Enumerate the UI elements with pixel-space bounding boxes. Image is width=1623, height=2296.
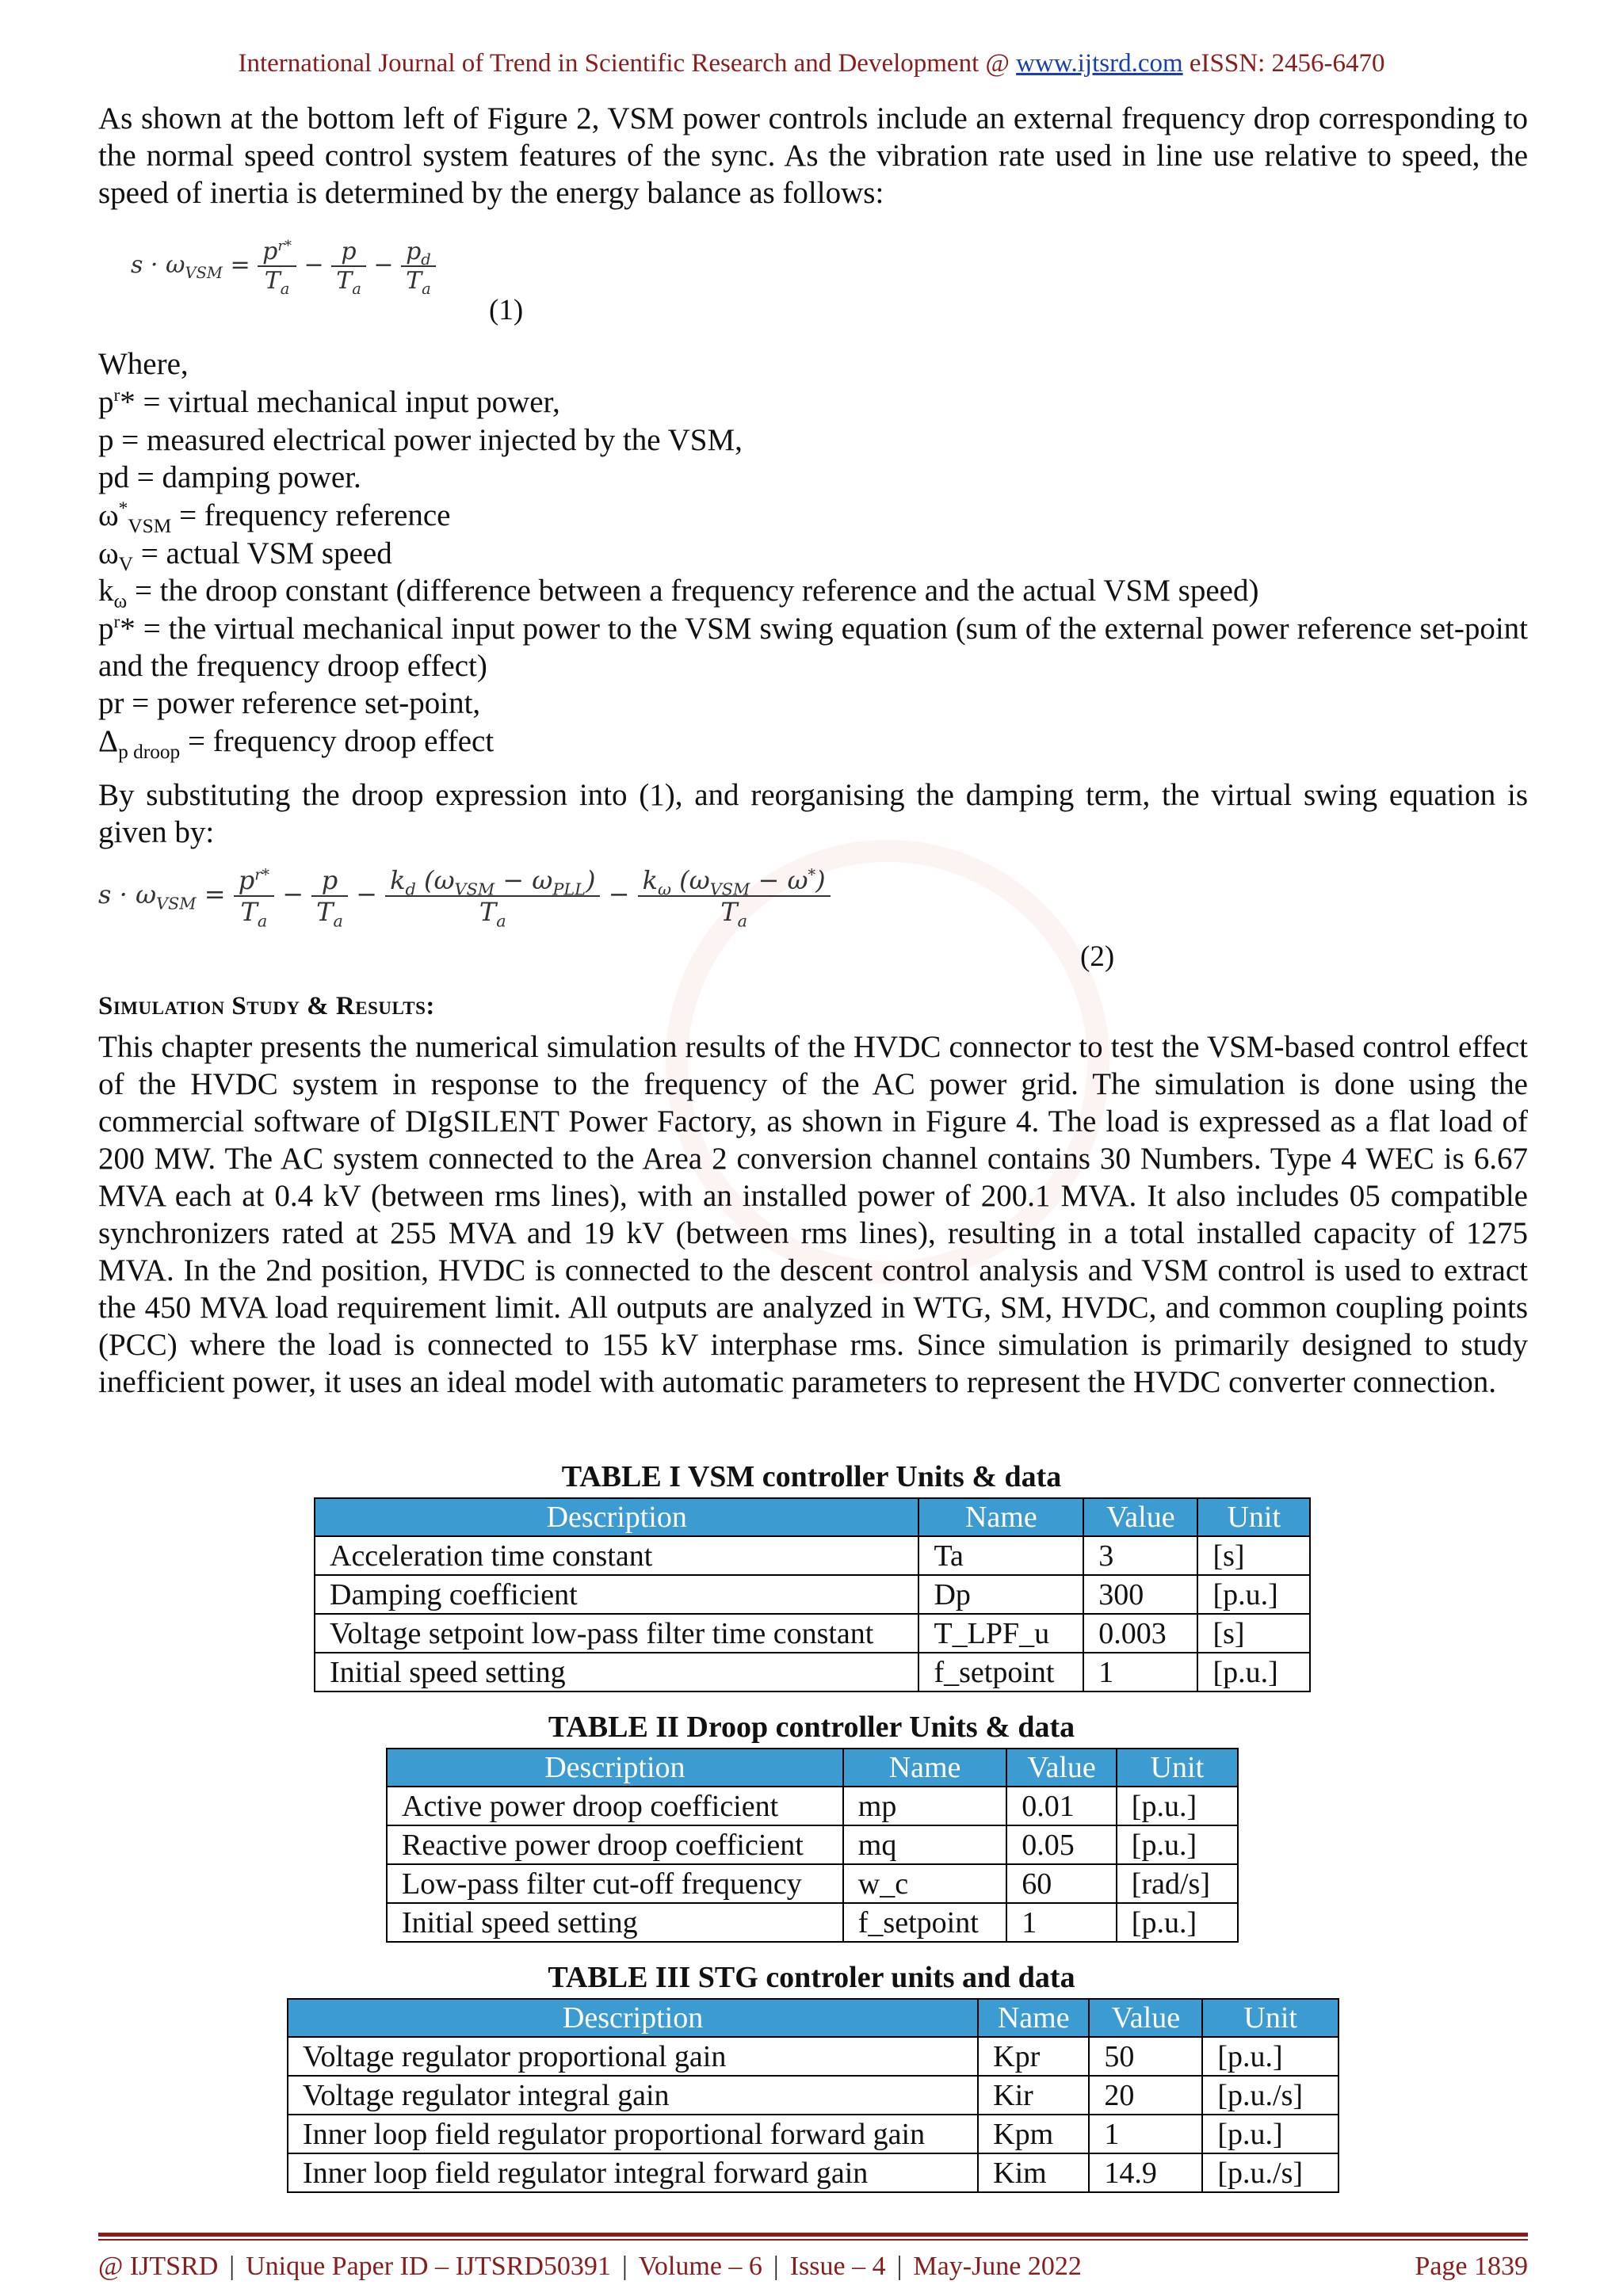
footer-date: May-June 2022 [913,2252,1082,2281]
def-pd: pd = damping power. [98,460,361,494]
where-title: Where, [98,347,189,381]
col-description: Description [387,1749,843,1787]
eq1-lhs: $s \cdot \omega_{VSM}$ [131,251,223,282]
section-heading: Simulation Study & Results: [98,992,435,1020]
table-row: Voltage regulator proportional gain Kpr 50 [p.u.] [288,2037,1338,2076]
col-value: Value [1089,1999,1202,2037]
col-name: Name [843,1749,1006,1787]
table-header-row [315,1498,1310,1536]
footer-separator: | [229,2252,235,2281]
table-row: Inner loop field regulator integral forward gain Kim 14.9 [p.u./s] [288,2153,1338,2192]
table-row: Active power droop coefficient mp 0.01 [p.u.] [387,1787,1238,1825]
page-footer [98,2252,1528,2282]
col-name: Name [918,1498,1083,1536]
table-2 [386,1748,1239,1943]
header-eissn: eISSN: 2456-6470 [1182,49,1385,78]
intro-paragraph: As shown at the bottom left of Figure 2, VSM power controls include an external frequency drop corresponding to the normal speed control system features of the sync. As the vibration rate used in line use relative to speed, the speed of inertia is determined by the energy balance as follows: [98,101,1528,210]
col-unit: Unit [1117,1749,1238,1787]
table-row: Acceleration time constant Ta 3 [s] [315,1536,1310,1575]
equation-1-number: (1) [489,294,524,326]
def-pr-star-swing: $p^r*$ = the virtual mechanical input power to the VSM swing equation (sum of the external power reference set-point and the frequency droop effect) [98,612,1528,683]
def-pr-star: $p^r*$ = virtual mechanical input power, [98,385,560,419]
def-p: p = measured electrical power injected by the VSM, [98,423,743,457]
table-3 [287,1998,1339,2193]
col-description: Description [288,1999,978,2037]
def-omega-ref: $\omega^*_{VSM}$ = frequency reference [98,498,451,537]
table-3-title: TABLE III STG controler units and data [548,1961,1075,1994]
col-value: Value [1083,1498,1197,1536]
def-omega-v: $\omega_V$ = actual VSM speed [98,536,392,575]
header-url-link[interactable]: www.ijtsrd.com [1016,49,1183,78]
footer-meta [98,2252,1082,2282]
equation-1: $s \cdot \omega_{VSM}$ = $\frac{p^{r*}}{T_a}$ − $\frac{p}{T_a}$ − $\frac{p_d}{T_a}$ [131,238,436,295]
equation-2: $s \cdot \omega_{VSM}$ = $\frac{p^{r*}}{T_a}$ − $\frac{p}{T_a}$ − $\frac{k_d (\omega_{VSM} - \omega_{PLL})}{T_a}$ − $\frac{k_\omega (\omega_{VSM} - \omega^*)}{T_a}$ [98,865,831,927]
def-delta-p-droop: $\Delta_{p droop}$ = frequency droop effect [98,724,495,763]
table-row: Reactive power droop coefficient mq 0.05 [p.u.] [387,1825,1238,1864]
table-row: Initial speed setting f_setpoint 1 [p.u.] [315,1653,1310,1691]
footer-separator: | [896,2252,903,2281]
table-header-row [387,1749,1238,1787]
substitution-paragraph: By substituting the droop expression into (1), and reorganising the damping term, the virtual swing equation is given by: [98,778,1528,849]
footer-rule-thick [98,2233,1528,2237]
header-journal-name: International Journal of Trend in Scientific Research and Development @ [238,49,1017,78]
table-row: Low-pass filter cut-off frequency w_c 60 [rad/s] [387,1864,1238,1903]
footer-rule-thin [98,2239,1528,2241]
col-unit: Unit [1202,1999,1338,2037]
col-unit: Unit [1197,1498,1310,1536]
col-name: Name [978,1999,1089,2037]
table-1-title: TABLE I VSM controller Units & data [561,1460,1062,1493]
def-pr: pr = power reference set-point, [98,686,481,720]
col-description: Description [315,1498,918,1536]
table-row: Initial speed setting f_setpoint 1 [p.u.] [387,1903,1238,1942]
table-row: Voltage regulator integral gain Kir 20 [p.u./s] [288,2076,1338,2115]
def-k-omega: $k_\omega$ = the droop constant (difference between a frequency reference and the actual VSM speed) [98,574,1259,612]
footer-volume: Volume – 6 [638,2252,762,2281]
footer-separator: | [621,2252,628,2281]
table-header-row [288,1999,1338,2037]
table-1 [314,1497,1311,1692]
simulation-paragraph: This chapter presents the numerical simulation results of the HVDC connector to test the VSM-based control effect of the HVDC system in response to the frequency of the AC power grid. The simulation is done using the commercial software of DIgSILENT Power Factory, as shown in Figure 4. The load is expressed as a flat load of 200 MW. The AC system connected to the Area 2 conversion channel contains 30 Numbers. Type 4 WEC is 6.67 MVA each at 0.4 kV (between rms lines), with an installed power of 200.1 MVA. It also includes 05 compatible synchronizers rated at 255 MVA and 19 kV (between rms lines), resulting in a total installed capacity of 1275 MVA. In the 2nd position, HVDC is connected to the descent control analysis and VSM control is used to extract the 450 MVA load requirement limit. All outputs are analyzed in WTG, SM, HVDC, and common coupling points (PCC) where the load is connected to 155 kV interphase rms. Since simulation is primarily designed to study inefficient power, it uses an ideal model with automatic parameters to represent the HVDC converter connection. [98,1030,1528,1399]
footer-issue: Issue – 4 [789,2252,886,2281]
table-2-title: TABLE II Droop controller Units & data [548,1711,1075,1744]
footer-separator: | [773,2252,779,2281]
table-row: Damping coefficient Dp 300 [p.u.] [315,1575,1310,1614]
table-row: Inner loop field regulator proportional forward gain Kpm 1 [p.u.] [288,2115,1338,2153]
running-header [0,49,1623,78]
footer-page-number: Page 1839 [1415,2252,1528,2281]
footer-journal: @ IJTSRD [98,2252,219,2281]
col-value: Value [1006,1749,1117,1787]
eq2-lhs: $s \cdot \omega_{VSM}$ [98,879,197,913]
footer-paper-id: Unique Paper ID – IJTSRD50391 [246,2252,611,2281]
table-row: Voltage setpoint low-pass filter time constant T_LPF_u 0.003 [s] [315,1614,1310,1653]
equation-2-number: (2) [1080,940,1115,973]
